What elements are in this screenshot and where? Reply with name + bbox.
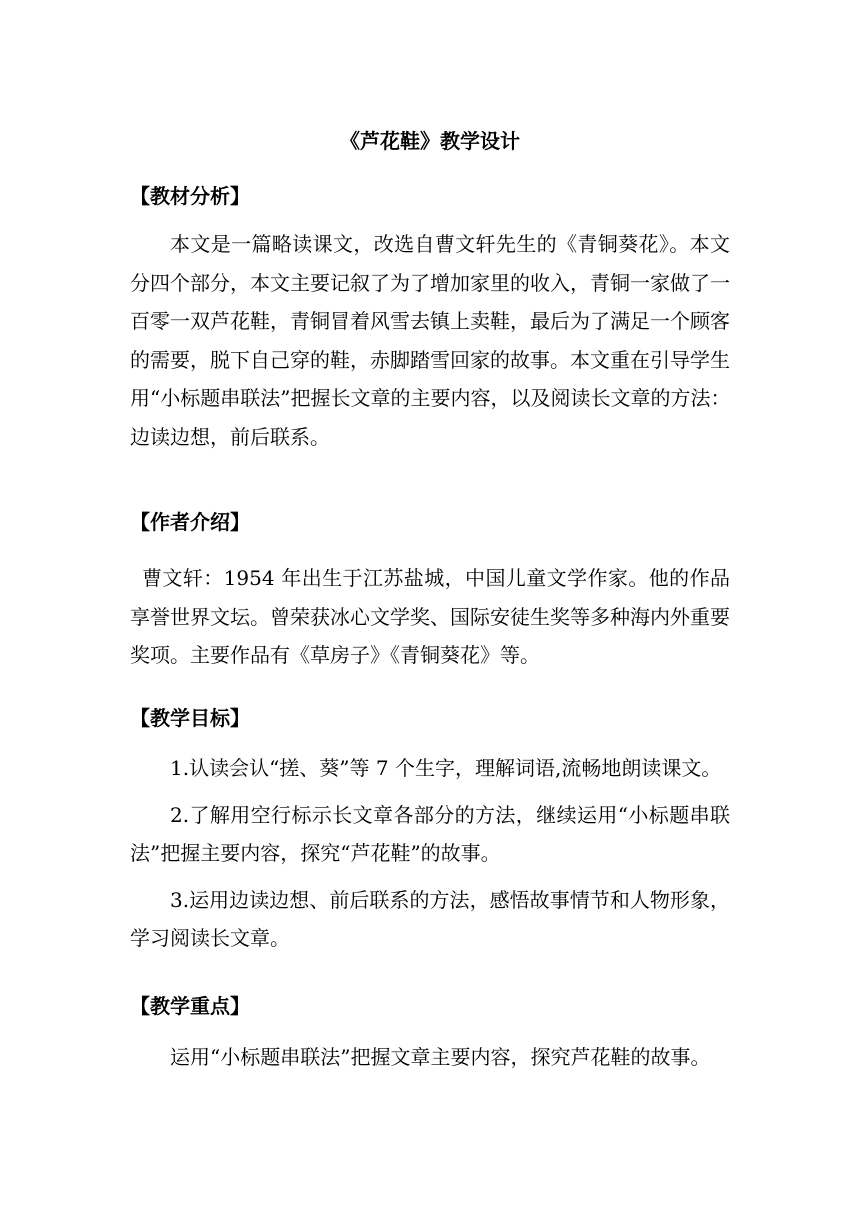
list-item: 3.运用边读边想、前后联系的方法，感悟故事情节和人物形象， — [170, 887, 730, 912]
section-heading-teaching-goals: 【教学目标】 — [130, 706, 250, 730]
list-item: 1.认读会认“搓、葵”等 7 个生字，理解词语,流畅地朗读课文。 — [170, 756, 722, 780]
paragraph-line: 享誉世界文坛。曾荣获冰心文学奖、国际安徒生奖等多种海内外重要 — [130, 604, 730, 629]
paragraph-textbook-analysis — [130, 225, 730, 456]
paragraph-line: 的需要，脱下自己穿的鞋，赤脚踏雪回家的故事。本文重在引导学生 — [130, 347, 730, 372]
paragraph-line: 分四个部分，本文主要记叙了为了增加家里的收入，青铜一家做了一 — [130, 270, 730, 295]
section-heading-author-intro: 【作者介绍】 — [130, 510, 250, 534]
list-item-continuation: 法”把握主要内容，探究“芦花鞋”的故事。 — [130, 841, 501, 865]
paragraph-teaching-focus — [130, 1038, 730, 1077]
list-item: 2.了解用空行标示长文章各部分的方法，继续运用“小标题串联 — [170, 802, 730, 827]
paragraph-line: 百零一双芦花鞋，青铜冒着风雪去镇上卖鞋，最后为了满足一个顾客 — [130, 309, 730, 333]
list-teaching-goals — [130, 749, 730, 958]
document-title: 《芦花鞋》教学设计 — [340, 129, 520, 153]
list-item-continuation: 学习阅读长文章。 — [130, 926, 290, 950]
paragraph-line: 边读边想，前后联系。 — [130, 424, 330, 449]
section-heading-teaching-focus: 【教学重点】 — [130, 994, 250, 1018]
paragraph-line: 奖项。主要作品有《草房子》《青铜葵花》等。 — [130, 643, 540, 667]
paragraph-line: 运用“小标题串联法”把握文章主要内容，探究芦花鞋的故事。 — [170, 1045, 711, 1069]
paragraph-line: 用“小标题串联法”把握长文章的主要内容，以及阅读长文章的方法： — [130, 386, 730, 410]
paragraph-line: 本文是一篇略读课文，改选自曹文轩先生的《青铜葵花》。本文 — [170, 232, 730, 256]
paragraph-author-intro — [130, 559, 730, 675]
paragraph-line: 曹文轩：1954 年出生于江苏盐城，中国儿童文学作家。他的作品 — [142, 566, 730, 590]
section-heading-textbook-analysis: 【教材分析】 — [130, 184, 250, 208]
